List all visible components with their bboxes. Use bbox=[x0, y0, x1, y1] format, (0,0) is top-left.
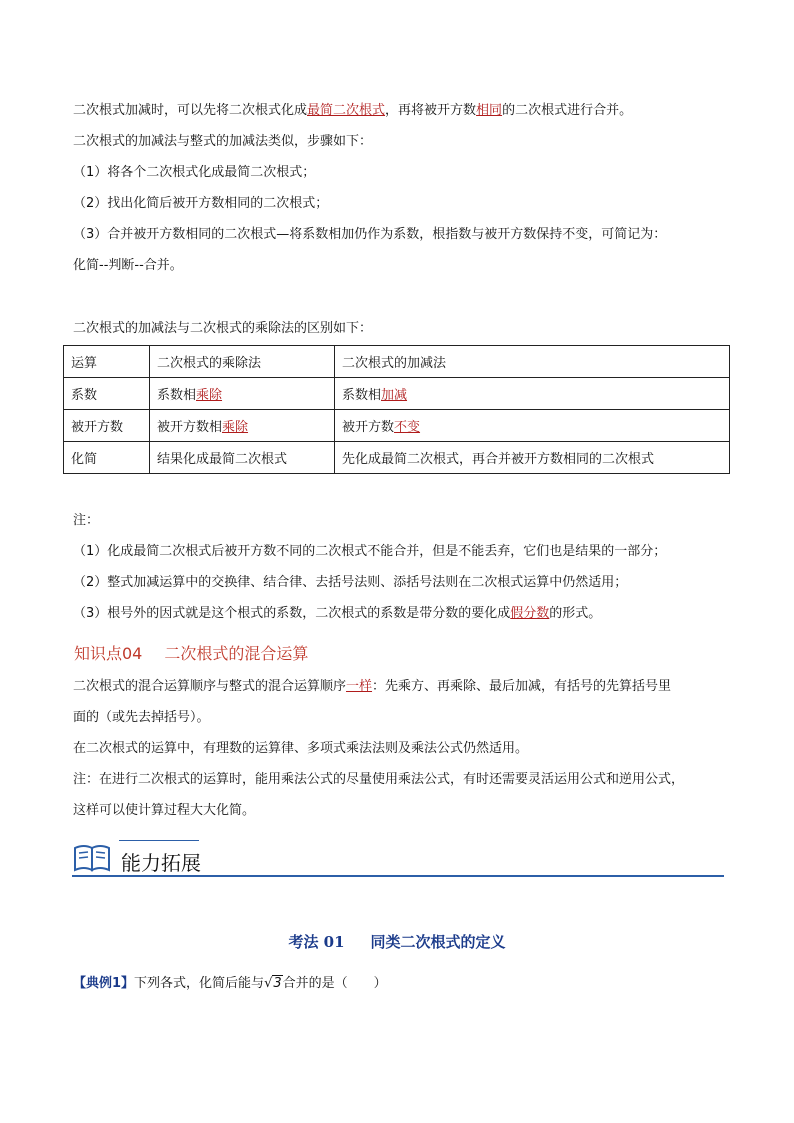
banner-top-rule bbox=[119, 840, 199, 841]
table-cell: 被开方数 bbox=[64, 410, 150, 442]
comparison-table bbox=[63, 345, 730, 474]
table-row bbox=[64, 378, 730, 410]
table-row bbox=[64, 442, 730, 474]
method-number: 考法 01 bbox=[288, 933, 345, 951]
step-3: （3）合并被开方数相同的二次根式—将系数相加仍作为系数，根指数与被开方数保持不变，可简记为： bbox=[73, 227, 667, 242]
highlight-term: 乘除 bbox=[196, 388, 223, 403]
highlight-term: 不变 bbox=[394, 420, 421, 435]
section-number: 知识点04 bbox=[74, 644, 143, 663]
note-1: （1）化成最简二次根式后被开方数不同的二次根式不能合并，但是不能丢弃，它们也是结果的一部分； bbox=[73, 544, 667, 559]
highlight-term: 乘除 bbox=[222, 420, 249, 435]
table-cell: 系数 bbox=[64, 378, 150, 410]
intro-text: 二次根式加减时，可以先将二次根式化成 bbox=[73, 103, 308, 118]
book-icon bbox=[72, 842, 112, 874]
table-cell: 被开方数相乘除 bbox=[150, 410, 335, 442]
mixed-ops-line-1: 二次根式的混合运算顺序与整式的混合运算顺序一样：先乘方、再乘除、最后加减，有括号的先算括号里 bbox=[73, 679, 672, 694]
table-caption: 二次根式的加减法与二次根式的乘除法的区别如下： bbox=[73, 321, 373, 336]
step-1: （1）将各个二次根式化成最简二次根式； bbox=[73, 165, 316, 180]
table-header-cell: 二次根式的加减法 bbox=[335, 346, 730, 378]
intro-line-1 bbox=[73, 102, 632, 120]
table-header-cell: 二次根式的乘除法 bbox=[150, 346, 335, 378]
step-2: （2）找出化简后被开方数相同的二次根式； bbox=[73, 196, 329, 211]
example-tag: 【典例1】 bbox=[73, 976, 135, 991]
highlight-improper-fraction: 假分数 bbox=[510, 606, 550, 621]
banner-rule bbox=[72, 875, 724, 877]
notes-title: 注： bbox=[73, 513, 100, 528]
sqrt-expression: √3 bbox=[264, 976, 282, 991]
intro-text: 的二次根式进行合并。 bbox=[502, 103, 633, 118]
banner-title: 能力拓展 bbox=[121, 851, 201, 875]
note-2: （2）整式加减运算中的交换律、结合律、去括号法则、添括号法则在二次根式运算中仍然适用； bbox=[73, 575, 628, 590]
table-cell: 系数相加减 bbox=[335, 378, 730, 410]
intro-text: ，再将被开方数 bbox=[385, 103, 477, 118]
note-3: （3）根号外的因式就是这个根式的系数，二次根式的系数是带分数的要化成假分数的形式。 bbox=[73, 606, 602, 621]
table-header-cell: 运算 bbox=[64, 346, 150, 378]
intro-line-2: 二次根式的加减法与整式的加减法类似，步骤如下： bbox=[73, 134, 373, 149]
section-title: 二次根式的混合运算 bbox=[164, 644, 309, 663]
example-question: 【典例1】下列各式，化简后能与√3合并的是（ ） bbox=[73, 976, 387, 991]
table-cell: 先化成最简二次根式，再合并被开方数相同的二次根式 bbox=[335, 442, 730, 474]
ability-banner bbox=[72, 838, 724, 878]
table-cell: 被开方数不变 bbox=[335, 410, 730, 442]
method-title: 同类二次根式的定义 bbox=[370, 933, 506, 951]
table-cell: 结果化成最简二次根式 bbox=[150, 442, 335, 474]
radicand: 3 bbox=[273, 976, 282, 991]
table-header-row bbox=[64, 346, 730, 378]
steps-summary: 化简--判断--合并。 bbox=[73, 258, 183, 273]
mixed-ops-line-4: 注：在进行二次根式的运算时，能用乘法公式的尽量使用乘法公式，有时还需要灵活运用公式和逆用公式， bbox=[73, 772, 685, 787]
highlight-same-order: 一样 bbox=[346, 679, 373, 694]
table-row bbox=[64, 410, 730, 442]
highlight-term: 加减 bbox=[381, 388, 408, 403]
highlight-simplest-radical: 最简二次根式 bbox=[307, 103, 386, 118]
table-cell: 系数相乘除 bbox=[150, 378, 335, 410]
mixed-ops-line-2: 面的（或先去掉括号）。 bbox=[73, 710, 210, 725]
table-cell: 化简 bbox=[64, 442, 150, 474]
method-heading bbox=[0, 931, 794, 952]
mixed-ops-line-5: 这样可以使计算过程大大化简。 bbox=[73, 803, 256, 818]
mixed-ops-line-3: 在二次根式的运算中，有理数的运算律、多项式乘法法则及乘法公式仍然适用。 bbox=[73, 741, 529, 756]
section-heading bbox=[74, 641, 308, 664]
highlight-same: 相同 bbox=[476, 103, 503, 118]
